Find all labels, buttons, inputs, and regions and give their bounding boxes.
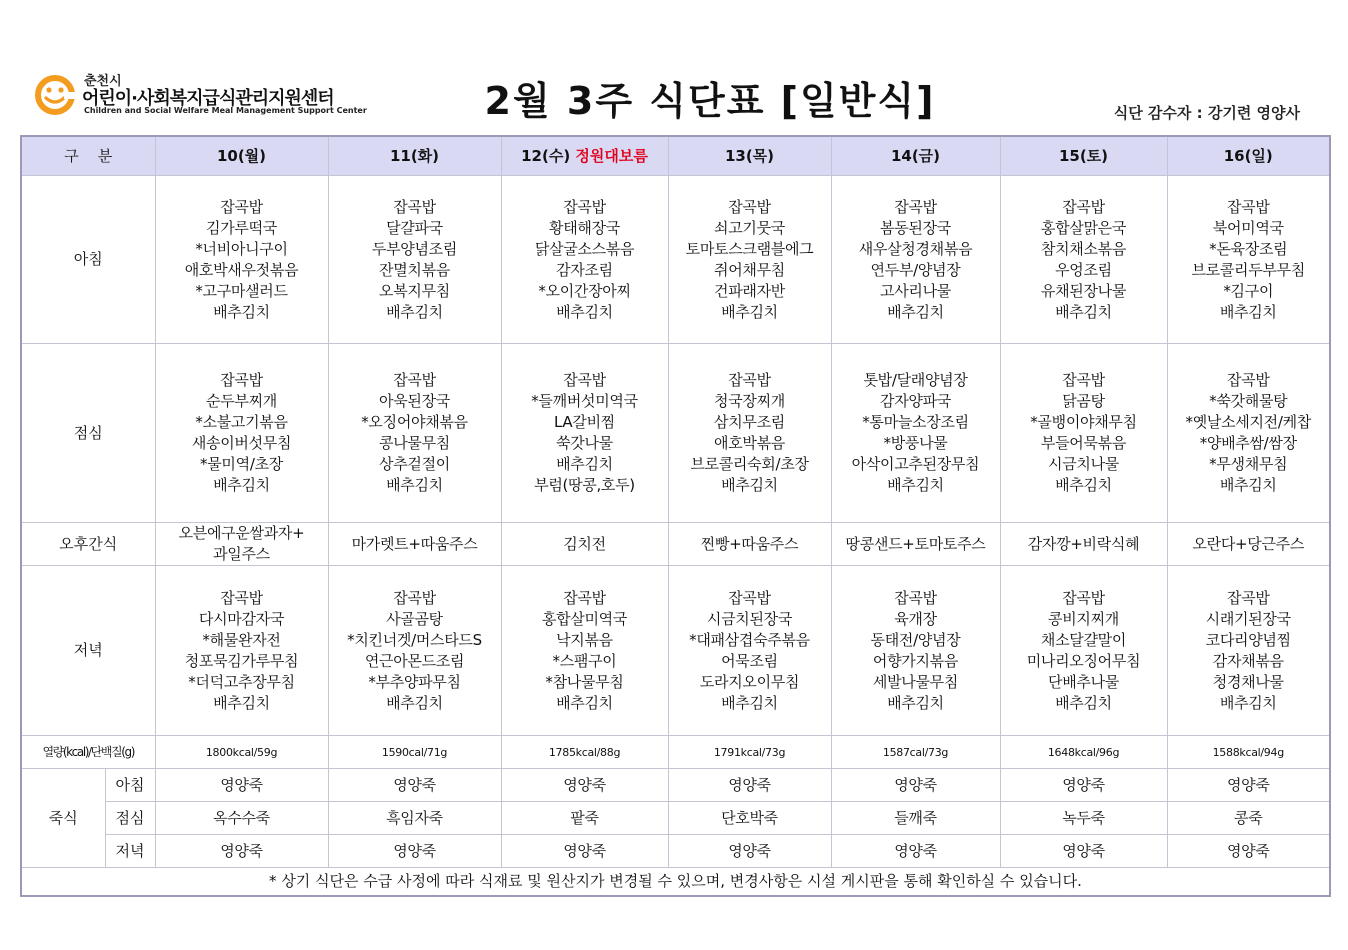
menu-item: *방풍나물 — [883, 434, 948, 452]
porridge-value: 흑임자죽 — [328, 802, 501, 835]
menu-item: *무생채무침 — [1209, 455, 1288, 473]
menu-item: 아삭이고추된장무침 — [851, 455, 980, 473]
menu-item: 오븐에구운쌀과자+ — [178, 524, 305, 542]
menu-item: 브로콜리두부무침 — [1191, 260, 1306, 279]
smile-logo-icon — [34, 74, 76, 116]
menu-cell — [155, 344, 328, 523]
menu-item: 잡곡밥 — [393, 197, 436, 216]
menu-item: 잡곡밥 — [894, 197, 937, 216]
menu-item: *오징어야채볶음 — [361, 413, 468, 431]
menu-item: 낙지볶음 — [556, 630, 613, 649]
porridge-meal-label: 아침 — [105, 769, 155, 802]
menu-item: 청포묵김가루무침 — [184, 651, 299, 670]
nutrition-value: 1791kcal/73g — [668, 736, 831, 769]
menu-item: 우엉조림 — [1055, 260, 1112, 279]
menu-item: 배추김치 — [721, 693, 778, 712]
holiday-note: 정원대보름 — [575, 146, 648, 165]
menu-item: 감자양파국 — [880, 392, 951, 410]
menu-cell — [831, 566, 1000, 736]
menu-item: 배추김치 — [1219, 476, 1277, 494]
menu-item: 부들어묵볶음 — [1040, 434, 1127, 452]
footnote-row — [21, 868, 1330, 896]
menu-item: 다시마감자국 — [198, 609, 285, 628]
menu-item: 잡곡밥 — [728, 588, 771, 607]
menu-item: *통마늘소장조림 — [862, 413, 969, 431]
porridge-value: 영양죽 — [668, 769, 831, 802]
menu-item: 과일주스 — [213, 545, 270, 563]
menu-item: 잡곡밥 — [393, 588, 436, 607]
menu-item: 톳밥/달래양념장 — [863, 371, 968, 389]
porridge-value: 단호박죽 — [668, 802, 831, 835]
menu-item: *양배추쌈/쌈장 — [1199, 434, 1297, 452]
menu-cell — [1167, 344, 1330, 523]
menu-item: 미나리오징어무침 — [1026, 651, 1141, 670]
menu-item: 새우살청경채볶음 — [858, 239, 973, 258]
menu-item: 도라지오이무침 — [699, 672, 800, 691]
menu-item: 북어미역국 — [1212, 218, 1284, 237]
day-date: 11(화) — [389, 146, 440, 165]
porridge-value: 영양죽 — [668, 835, 831, 868]
menu-item: 상추겉절이 — [379, 455, 450, 473]
menu-item: 시금치나물 — [1048, 455, 1119, 473]
menu-item: *골뱅이야채무침 — [1030, 413, 1137, 431]
menu-item: 시금치된장국 — [706, 609, 793, 628]
footnote: * 상기 식단은 수급 사정에 따라 식재료 및 원산지가 변경될 수 있으며, 변경사항은 시설 게시판을 통해 확인하실 수 있습니다. — [21, 868, 1330, 896]
menu-supervisor: 식단 감수자 : 강기련 영양사 — [1113, 104, 1300, 122]
menu-item: 어묵조림 — [721, 651, 778, 670]
menu-item: 토마토스크램블에그 — [685, 239, 814, 258]
menu-cell — [831, 344, 1000, 523]
porridge-value: 영양죽 — [328, 835, 501, 868]
menu-item: 쥐어채무침 — [714, 260, 785, 279]
menu-item: 배추김치 — [1055, 476, 1112, 494]
menu-item: 애호박볶음 — [714, 434, 785, 452]
menu-item: 잡곡밥 — [1062, 197, 1105, 216]
menu-cell — [328, 523, 501, 566]
menu-cell — [155, 566, 328, 736]
nutrition-label: 열량(kcal)/단백질(g) — [21, 736, 155, 769]
day-header — [328, 136, 501, 176]
weekly-menu-table — [20, 135, 1331, 897]
menu-item: *고구마샐러드 — [195, 281, 288, 300]
menu-item: *치킨너겟/머스타드S — [347, 630, 482, 649]
menu-item: 달걀파국 — [386, 218, 443, 237]
nutrition-value: 1785kcal/88g — [501, 736, 668, 769]
menu-item: 새송이버섯무침 — [191, 434, 292, 452]
menu-item: *쑥갓해물탕 — [1209, 392, 1288, 410]
dinner-row — [21, 566, 1330, 736]
menu-item: 잡곡밥 — [563, 371, 606, 389]
menu-item: 육개장 — [894, 609, 937, 628]
menu-item: 배추김치 — [1055, 302, 1112, 321]
menu-item: *해물완자전 — [202, 630, 281, 649]
menu-item: 배추김치 — [1055, 693, 1112, 712]
porridge-value: 영양죽 — [831, 769, 1000, 802]
menu-item: 김치전 — [563, 534, 606, 553]
menu-item: 감자깡+비락식혜 — [1027, 534, 1140, 553]
menu-item: 어향가지볶음 — [872, 651, 959, 670]
logo-english-name: Children and Social Welfare Meal Management Support Center — [84, 106, 367, 115]
day-date: 15(토) — [1058, 146, 1109, 165]
porridge-meal-label: 점심 — [105, 802, 155, 835]
menu-item: 배추김치 — [887, 693, 944, 712]
menu-item: 잡곡밥 — [1226, 197, 1270, 216]
menu-item: 봄동된장국 — [880, 218, 951, 237]
day-date: 12(수) — [521, 146, 571, 165]
porridge-row — [21, 835, 1330, 868]
menu-cell — [668, 176, 831, 344]
menu-item: 배추김치 — [887, 476, 944, 494]
nutrition-value: 1587cal/73g — [831, 736, 1000, 769]
menu-item: 부럼(땅콩,호두) — [534, 476, 635, 494]
page-title: 2월 3주 식단표 [일반식] — [484, 79, 936, 123]
menu-cell — [1167, 566, 1330, 736]
menu-item: 연근아몬드조림 — [364, 651, 465, 670]
menu-item: *물미역/초장 — [200, 455, 283, 473]
menu-item: 잡곡밥 — [728, 197, 771, 216]
menu-item: 브로콜리숙회/초장 — [690, 455, 809, 473]
menu-item: 홍합살미역국 — [541, 609, 628, 628]
porridge-value: 들깨죽 — [831, 802, 1000, 835]
menu-item: 콩비지찌개 — [1048, 609, 1119, 628]
menu-item: 배추김치 — [721, 302, 778, 321]
menu-cell — [501, 344, 668, 523]
menu-item: *옛날소세지전/케찹 — [1185, 413, 1311, 431]
menu-item: 배추김치 — [1219, 302, 1277, 321]
menu-cell — [155, 523, 328, 566]
day-header — [155, 136, 328, 176]
menu-item: 채소달걀말이 — [1040, 630, 1127, 649]
menu-item: *김구이 — [1223, 281, 1274, 300]
menu-item: 세발나물무침 — [872, 672, 959, 691]
meal-label: 오후간식 — [21, 523, 155, 566]
menu-item: 연두부/양념장 — [870, 260, 961, 279]
menu-item: 시래기된장국 — [1205, 609, 1291, 628]
menu-item: 동태전/양념장 — [870, 630, 961, 649]
menu-cell — [668, 344, 831, 523]
menu-item: 잡곡밥 — [220, 197, 263, 216]
menu-item: 배추김치 — [721, 476, 778, 494]
nutrition-value: 1648kcal/96g — [1000, 736, 1167, 769]
menu-cell — [501, 176, 668, 344]
menu-item: 잡곡밥 — [1226, 588, 1270, 607]
porridge-row — [21, 769, 1330, 802]
menu-item: 콩나물무침 — [379, 434, 450, 452]
porridge-value: 녹두죽 — [1000, 802, 1167, 835]
menu-item: 쇠고기뭇국 — [714, 218, 785, 237]
menu-item: 쑥갓나물 — [556, 434, 613, 452]
menu-item: 배추김치 — [556, 302, 613, 321]
menu-item: 닭곰탕 — [1062, 392, 1105, 410]
porridge-value: 콩죽 — [1167, 802, 1330, 835]
menu-item: 잡곡밥 — [220, 371, 263, 389]
menu-item: *들깨버섯미역국 — [531, 392, 638, 410]
menu-item: 아욱된장국 — [379, 392, 450, 410]
menu-item: 감자조림 — [556, 260, 613, 279]
menu-item: 청국장찌개 — [714, 392, 785, 410]
menu-item: 잡곡밥 — [563, 588, 606, 607]
menu-cell — [1000, 176, 1167, 344]
menu-item: 오란다+당근주스 — [1192, 534, 1305, 553]
menu-item: 닭살굴소스볶음 — [534, 239, 635, 258]
menu-item: *스팸구이 — [552, 651, 617, 670]
menu-cell — [1167, 176, 1330, 344]
menu-cell — [501, 523, 668, 566]
menu-cell — [668, 523, 831, 566]
menu-item: 배추김치 — [213, 693, 270, 712]
menu-item: 마가렛트+따움주스 — [351, 534, 478, 553]
menu-item: 배추김치 — [386, 476, 443, 494]
center-logo — [34, 70, 367, 116]
porridge-value: 영양죽 — [1000, 835, 1167, 868]
menu-item: 삼치무조림 — [714, 413, 785, 431]
menu-item: 배추김치 — [386, 302, 443, 321]
day-date: 10(월) — [216, 146, 267, 165]
day-header — [1167, 136, 1330, 176]
menu-item: 감자채볶음 — [1212, 651, 1284, 670]
menu-item: 코다리양념찜 — [1205, 630, 1291, 649]
menu-cell — [831, 176, 1000, 344]
porridge-value: 영양죽 — [155, 835, 328, 868]
menu-item: 건파래자반 — [714, 281, 785, 300]
menu-item: 땅콩샌드+토마토주스 — [845, 534, 986, 553]
menu-item: 잡곡밥 — [894, 588, 937, 607]
menu-item: *소불고기볶음 — [195, 413, 288, 431]
menu-item: 황태해장국 — [549, 218, 620, 237]
porridge-value: 영양죽 — [1167, 769, 1330, 802]
menu-item: 배추김치 — [556, 693, 613, 712]
menu-cell — [328, 344, 501, 523]
porridge-value: 영양죽 — [501, 769, 668, 802]
nutrition-value: 1800kcal/59g — [155, 736, 328, 769]
day-header — [501, 136, 668, 176]
menu-cell — [668, 566, 831, 736]
menu-cell — [328, 566, 501, 736]
porridge-value: 팥죽 — [501, 802, 668, 835]
porridge-value: 영양죽 — [1000, 769, 1167, 802]
menu-item: 배추김치 — [386, 693, 443, 712]
menu-item: 잡곡밥 — [1062, 371, 1105, 389]
menu-item: 고사리나물 — [880, 281, 951, 300]
menu-item: 잡곡밥 — [563, 197, 606, 216]
menu-item: 배추김치 — [213, 302, 270, 321]
menu-item: 잡곡밥 — [1062, 588, 1105, 607]
menu-cell — [1167, 523, 1330, 566]
menu-cell — [1000, 523, 1167, 566]
menu-cell — [501, 566, 668, 736]
menu-item: 참치채소볶음 — [1040, 239, 1127, 258]
menu-cell — [1000, 566, 1167, 736]
porridge-row — [21, 802, 1330, 835]
menu-item: 청경채나물 — [1212, 672, 1284, 691]
day-header-row — [21, 136, 1330, 176]
menu-item: 순두부찌개 — [206, 392, 277, 410]
menu-item: 오복지무침 — [379, 281, 450, 300]
menu-item: 배추김치 — [213, 476, 270, 494]
porridge-value: 옥수수죽 — [155, 802, 328, 835]
menu-item: *참나물무침 — [545, 672, 624, 691]
menu-item: 잡곡밥 — [728, 371, 771, 389]
menu-item: 사골곰탕 — [386, 609, 443, 628]
porridge-value: 영양죽 — [328, 769, 501, 802]
meal-label: 아침 — [21, 176, 155, 344]
menu-item: 잡곡밥 — [1226, 371, 1270, 389]
corner-label: 구 분 — [21, 136, 155, 176]
lunch-row — [21, 344, 1330, 523]
menu-item: 잔멸치볶음 — [379, 260, 450, 279]
day-date: 16(일) — [1223, 146, 1273, 165]
meal-label: 저녁 — [21, 566, 155, 736]
day-date: 13(목) — [724, 146, 775, 165]
menu-item: 홍합살맑은국 — [1040, 218, 1127, 237]
menu-item: *오이간장아찌 — [538, 281, 631, 300]
snack-row — [21, 523, 1330, 566]
menu-item: *부추양파무침 — [368, 672, 461, 691]
porridge-value: 영양죽 — [155, 769, 328, 802]
porridge-label: 죽식 — [21, 769, 105, 868]
logo-name: 어린이·사회복지급식관리지원센터 — [82, 88, 334, 109]
menu-item: 잡곡밥 — [393, 371, 436, 389]
menu-item: 배추김치 — [1219, 693, 1277, 712]
porridge-value: 영양죽 — [501, 835, 668, 868]
menu-item: *더덕고추장무침 — [188, 672, 295, 691]
menu-cell — [1000, 344, 1167, 523]
day-header — [668, 136, 831, 176]
menu-item: 김가루떡국 — [206, 218, 277, 237]
porridge-meal-label: 저녁 — [105, 835, 155, 868]
menu-item: *돈육장조림 — [1209, 239, 1288, 258]
day-header — [1000, 136, 1167, 176]
nutrition-row — [21, 736, 1330, 769]
meal-label: 점심 — [21, 344, 155, 523]
menu-cell — [155, 176, 328, 344]
breakfast-row — [21, 176, 1330, 344]
nutrition-value: 1588kcal/94g — [1167, 736, 1330, 769]
menu-cell — [328, 176, 501, 344]
porridge-value: 영양죽 — [1167, 835, 1330, 868]
menu-item: *너비아니구이 — [195, 239, 288, 258]
menu-item: LA갈비찜 — [554, 413, 615, 431]
menu-item: 두부양념조림 — [371, 239, 458, 258]
logo-city: 춘천시 — [84, 74, 122, 89]
menu-item: 배추김치 — [556, 455, 613, 473]
menu-item: 단배추나물 — [1048, 672, 1119, 691]
menu-item: 유채된장나물 — [1040, 281, 1127, 300]
menu-item: 애호박새우젓볶음 — [184, 260, 299, 279]
menu-item: 배추김치 — [887, 302, 944, 321]
menu-cell — [831, 523, 1000, 566]
day-date: 14(금) — [890, 146, 941, 165]
nutrition-value: 1590cal/71g — [328, 736, 501, 769]
menu-item: 찐빵+따움주스 — [700, 534, 799, 553]
day-header — [831, 136, 1000, 176]
menu-item: *대패삼겹숙주볶음 — [689, 630, 810, 649]
porridge-value: 영양죽 — [831, 835, 1000, 868]
menu-item: 잡곡밥 — [220, 588, 263, 607]
